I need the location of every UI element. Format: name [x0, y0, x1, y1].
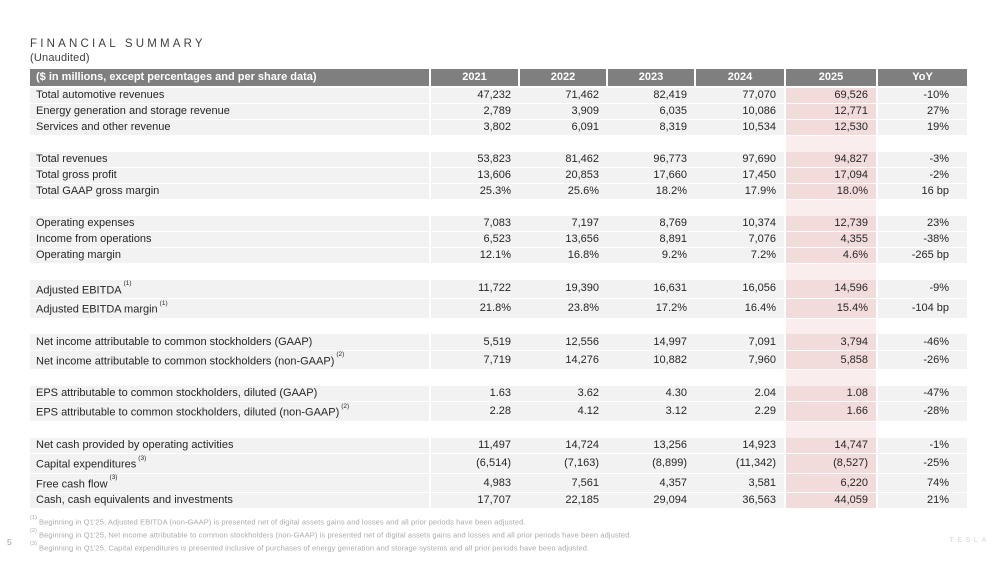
- cell-2023: 14,997: [607, 334, 695, 350]
- row-label: Total gross profit: [30, 168, 430, 184]
- cell-2024: 14,923: [695, 438, 785, 454]
- row-label: Energy generation and storage revenue: [30, 104, 430, 120]
- spacer-row: [30, 318, 967, 334]
- table-body: [30, 87, 967, 509]
- cell-2023: 9.2%: [607, 248, 695, 264]
- cell-2025: 4,355: [785, 232, 877, 248]
- spacer-row: [30, 200, 967, 216]
- cell-2022: 71,462: [519, 87, 607, 104]
- row-label: Free cash flow$^{(3)}$: [30, 473, 430, 493]
- cell-2021: 11,722: [430, 280, 519, 299]
- table-row: [30, 280, 967, 299]
- cell-2021: (6,514): [430, 454, 519, 474]
- cell-2021: 21.8%: [430, 299, 519, 319]
- cell-2025: 15.4%: [785, 299, 877, 319]
- footnote-1-marker: (1): [30, 515, 38, 521]
- cell-yoy: -3%: [877, 152, 967, 168]
- spacer-row: [30, 370, 967, 386]
- footnote-3-marker: (3): [30, 540, 38, 547]
- cell-2022: 7,561: [519, 473, 607, 493]
- row-label-footnote-marker: (3): [138, 454, 147, 462]
- cell-2024: 7,076: [695, 232, 785, 248]
- cell-2023: 17,660: [607, 168, 695, 184]
- row-label: Total revenues: [30, 152, 430, 168]
- spacer-row: [30, 422, 967, 438]
- header-year-2021: 2021: [430, 69, 519, 87]
- cell-yoy: 16 bp: [877, 184, 967, 200]
- cell-yoy: -2%: [877, 168, 967, 184]
- table-row: [30, 402, 967, 422]
- spacer-row: [30, 136, 967, 152]
- footnotes: [30, 515, 632, 554]
- row-label: EPS attributable to common stockholders, diluted (non-GAAP)$^{(2)}$: [30, 402, 430, 422]
- table-row: [30, 104, 967, 120]
- cell-2023: 16,631: [607, 280, 695, 299]
- cell-2022: 13,656: [519, 232, 607, 248]
- cell-yoy: -10%: [877, 87, 967, 104]
- cell-yoy: -25%: [877, 454, 967, 474]
- cell-2022: 16.8%: [519, 248, 607, 264]
- cell-2021: 2.28: [430, 402, 519, 422]
- cell-2023: 29,094: [607, 493, 695, 509]
- cell-yoy: -47%: [877, 386, 967, 402]
- cell-2025: 4.6%: [785, 248, 877, 264]
- cell-2025: 18.0%: [785, 184, 877, 200]
- cell-2024: 7,091: [695, 334, 785, 350]
- table-row: [30, 216, 967, 232]
- row-label: Operating margin: [30, 248, 430, 264]
- header-label: ($ in millions, except percentages and per share data): [30, 69, 430, 87]
- page-number: 5: [7, 537, 12, 547]
- cell-2021: 7,719: [430, 350, 519, 370]
- cell-2021: 6,523: [430, 232, 519, 248]
- cell-2025: 6,220: [785, 473, 877, 493]
- cell-yoy: 19%: [877, 120, 967, 136]
- cell-2024: 77,070: [695, 87, 785, 104]
- table-row: [30, 184, 967, 200]
- financial-summary-table: [30, 69, 967, 509]
- row-label: Adjusted EBITDA$^{(1)}$: [30, 280, 430, 299]
- cell-2025: 44,059: [785, 493, 877, 509]
- cell-2021: 13,606: [430, 168, 519, 184]
- row-label: Total automotive revenues: [30, 87, 430, 104]
- cell-2024: 7.2%: [695, 248, 785, 264]
- cell-2023: 6,035: [607, 104, 695, 120]
- cell-2025: 5,858: [785, 350, 877, 370]
- footnote-2-text: Beginning in Q1'25, Net income attributable to common stockholders (non-GAAP) is presented net of digital assets gains and losses and all prior periods have been adjusted.: [39, 530, 632, 540]
- cell-2023: 82,419: [607, 87, 695, 104]
- cell-2023: 10,882: [607, 350, 695, 370]
- footnote-3: [30, 541, 632, 554]
- cell-yoy: 23%: [877, 216, 967, 232]
- cell-2023: 17.2%: [607, 299, 695, 319]
- cell-2025: 12,739: [785, 216, 877, 232]
- cell-2023: 18.2%: [607, 184, 695, 200]
- header-yoy: YoY: [877, 69, 967, 87]
- cell-2022: 81,462: [519, 152, 607, 168]
- row-label: EPS attributable to common stockholders, diluted (GAAP): [30, 386, 430, 402]
- cell-2024: 3,581: [695, 473, 785, 493]
- cell-2021: 2,789: [430, 104, 519, 120]
- cell-yoy: -26%: [877, 350, 967, 370]
- cell-2022: 14,276: [519, 350, 607, 370]
- cell-2021: 5,519: [430, 334, 519, 350]
- table-row: [30, 152, 967, 168]
- cell-2021: 3,802: [430, 120, 519, 136]
- cell-2023: 4,357: [607, 473, 695, 493]
- cell-2025: (8,527): [785, 454, 877, 474]
- row-label: Adjusted EBITDA margin$^{(1)}$: [30, 299, 430, 319]
- table-header-row: [30, 69, 967, 87]
- row-label: Income from operations: [30, 232, 430, 248]
- cell-2021: 47,232: [430, 87, 519, 104]
- cell-2022: 14,724: [519, 438, 607, 454]
- cell-2023: 8,769: [607, 216, 695, 232]
- cell-2023: 8,891: [607, 232, 695, 248]
- cell-yoy: -28%: [877, 402, 967, 422]
- cell-2023: (8,899): [607, 454, 695, 474]
- table-row: [30, 168, 967, 184]
- cell-2021: 17,707: [430, 493, 519, 509]
- row-label: Net income attributable to common stockholders (non-GAAP)$^{(2)}$: [30, 350, 430, 370]
- cell-2022: 6,091: [519, 120, 607, 136]
- table-row: [30, 454, 967, 474]
- cell-2023: 4.30: [607, 386, 695, 402]
- cell-2024: 16.4%: [695, 299, 785, 319]
- cell-yoy: -9%: [877, 280, 967, 299]
- cell-2025: 12,771: [785, 104, 877, 120]
- footnote-3-text: Beginning in Q1'25, Capital expenditures is presented inclusive of purchases of energy generation and storage systems and all prior periods have been adjusted.: [39, 543, 590, 553]
- cell-2021: 12.1%: [430, 248, 519, 264]
- cell-yoy: -46%: [877, 334, 967, 350]
- cell-2021: 7,083: [430, 216, 519, 232]
- cell-2022: 3.62: [519, 386, 607, 402]
- table-row: [30, 87, 967, 104]
- footnote-2: [30, 528, 632, 541]
- cell-2021: 4,983: [430, 473, 519, 493]
- table-row: [30, 232, 967, 248]
- cell-2022: 22,185: [519, 493, 607, 509]
- row-label: Services and other revenue: [30, 120, 430, 136]
- cell-2022: 12,556: [519, 334, 607, 350]
- cell-2025: 69,526: [785, 87, 877, 104]
- cell-2024: 16,056: [695, 280, 785, 299]
- table-row: [30, 334, 967, 350]
- cell-2024: 7,960: [695, 350, 785, 370]
- cell-2023: 8,319: [607, 120, 695, 136]
- cell-yoy: 74%: [877, 473, 967, 493]
- cell-yoy: -265 bp: [877, 248, 967, 264]
- cell-2024: 10,534: [695, 120, 785, 136]
- cell-2024: 97,690: [695, 152, 785, 168]
- cell-2023: 96,773: [607, 152, 695, 168]
- row-label: Operating expenses: [30, 216, 430, 232]
- row-label: Net income attributable to common stockholders (GAAP): [30, 334, 430, 350]
- header-year-2023: 2023: [607, 69, 695, 87]
- cell-2025: 3,794: [785, 334, 877, 350]
- cell-2022: 20,853: [519, 168, 607, 184]
- cell-2025: 1.08: [785, 386, 877, 402]
- footnote-1: [30, 515, 632, 528]
- cell-2022: 23.8%: [519, 299, 607, 319]
- header-year-2024: 2024: [695, 69, 785, 87]
- cell-2023: 3.12: [607, 402, 695, 422]
- row-label-footnote-marker: (3): [109, 474, 118, 482]
- cell-2025: 1.66: [785, 402, 877, 422]
- row-label-footnote-marker: (2): [341, 402, 350, 410]
- footnote-2-marker: (2): [30, 527, 38, 534]
- cell-2025: 14,596: [785, 280, 877, 299]
- table-row: [30, 248, 967, 264]
- table-row: [30, 493, 967, 509]
- footnote-1-text: Beginning in Q1'25, Adjusted EBITDA (non-GAAP) is presented net of digital assets gains and losses and all prior periods have been adjusted.: [39, 517, 526, 527]
- cell-yoy: -1%: [877, 438, 967, 454]
- cell-2024: 10,086: [695, 104, 785, 120]
- cell-2022: 25.6%: [519, 184, 607, 200]
- cell-2025: 17,094: [785, 168, 877, 184]
- cell-2022: 4.12: [519, 402, 607, 422]
- row-label-footnote-marker: (1): [159, 299, 168, 307]
- cell-2024: 36,563: [695, 493, 785, 509]
- cell-yoy: 27%: [877, 104, 967, 120]
- cell-2024: (11,342): [695, 454, 785, 474]
- cell-2024: 10,374: [695, 216, 785, 232]
- cell-2022: 3,909: [519, 104, 607, 120]
- cell-2021: 1.63: [430, 386, 519, 402]
- table-row: [30, 350, 967, 370]
- header-year-2022: 2022: [519, 69, 607, 87]
- cell-2024: 17,450: [695, 168, 785, 184]
- cell-yoy: -38%: [877, 232, 967, 248]
- header-year-2025: 2025: [785, 69, 877, 87]
- cell-2024: 2.29: [695, 402, 785, 422]
- cell-2022: 7,197: [519, 216, 607, 232]
- cell-2025: 12,530: [785, 120, 877, 136]
- cell-2025: 14,747: [785, 438, 877, 454]
- cell-yoy: 21%: [877, 493, 967, 509]
- tesla-wordmark: TESLA: [949, 537, 990, 544]
- cell-2022: 19,390: [519, 280, 607, 299]
- cell-2021: 25.3%: [430, 184, 519, 200]
- table-row: [30, 299, 967, 319]
- cell-2025: 94,827: [785, 152, 877, 168]
- page-title: FINANCIAL SUMMARY: [30, 38, 206, 50]
- row-label: Capital expenditures$^{(3)}$: [30, 454, 430, 474]
- spacer-row: [30, 264, 967, 280]
- cell-2021: 53,823: [430, 152, 519, 168]
- cell-2021: 11,497: [430, 438, 519, 454]
- row-label-footnote-marker: (2): [336, 351, 345, 359]
- row-label: Cash, cash equivalents and investments: [30, 493, 430, 509]
- table-row: [30, 438, 967, 454]
- cell-2024: 2.04: [695, 386, 785, 402]
- cell-2024: 17.9%: [695, 184, 785, 200]
- table-row: [30, 120, 967, 136]
- cell-yoy: -104 bp: [877, 299, 967, 319]
- page-subtitle: (Unaudited): [30, 52, 90, 64]
- cell-2023: 13,256: [607, 438, 695, 454]
- table-row: [30, 386, 967, 402]
- row-label-footnote-marker: (1): [123, 280, 132, 287]
- row-label: Total GAAP gross margin: [30, 184, 430, 200]
- cell-2022: (7,163): [519, 454, 607, 474]
- row-label: Net cash provided by operating activities: [30, 438, 430, 454]
- table-row: [30, 473, 967, 493]
